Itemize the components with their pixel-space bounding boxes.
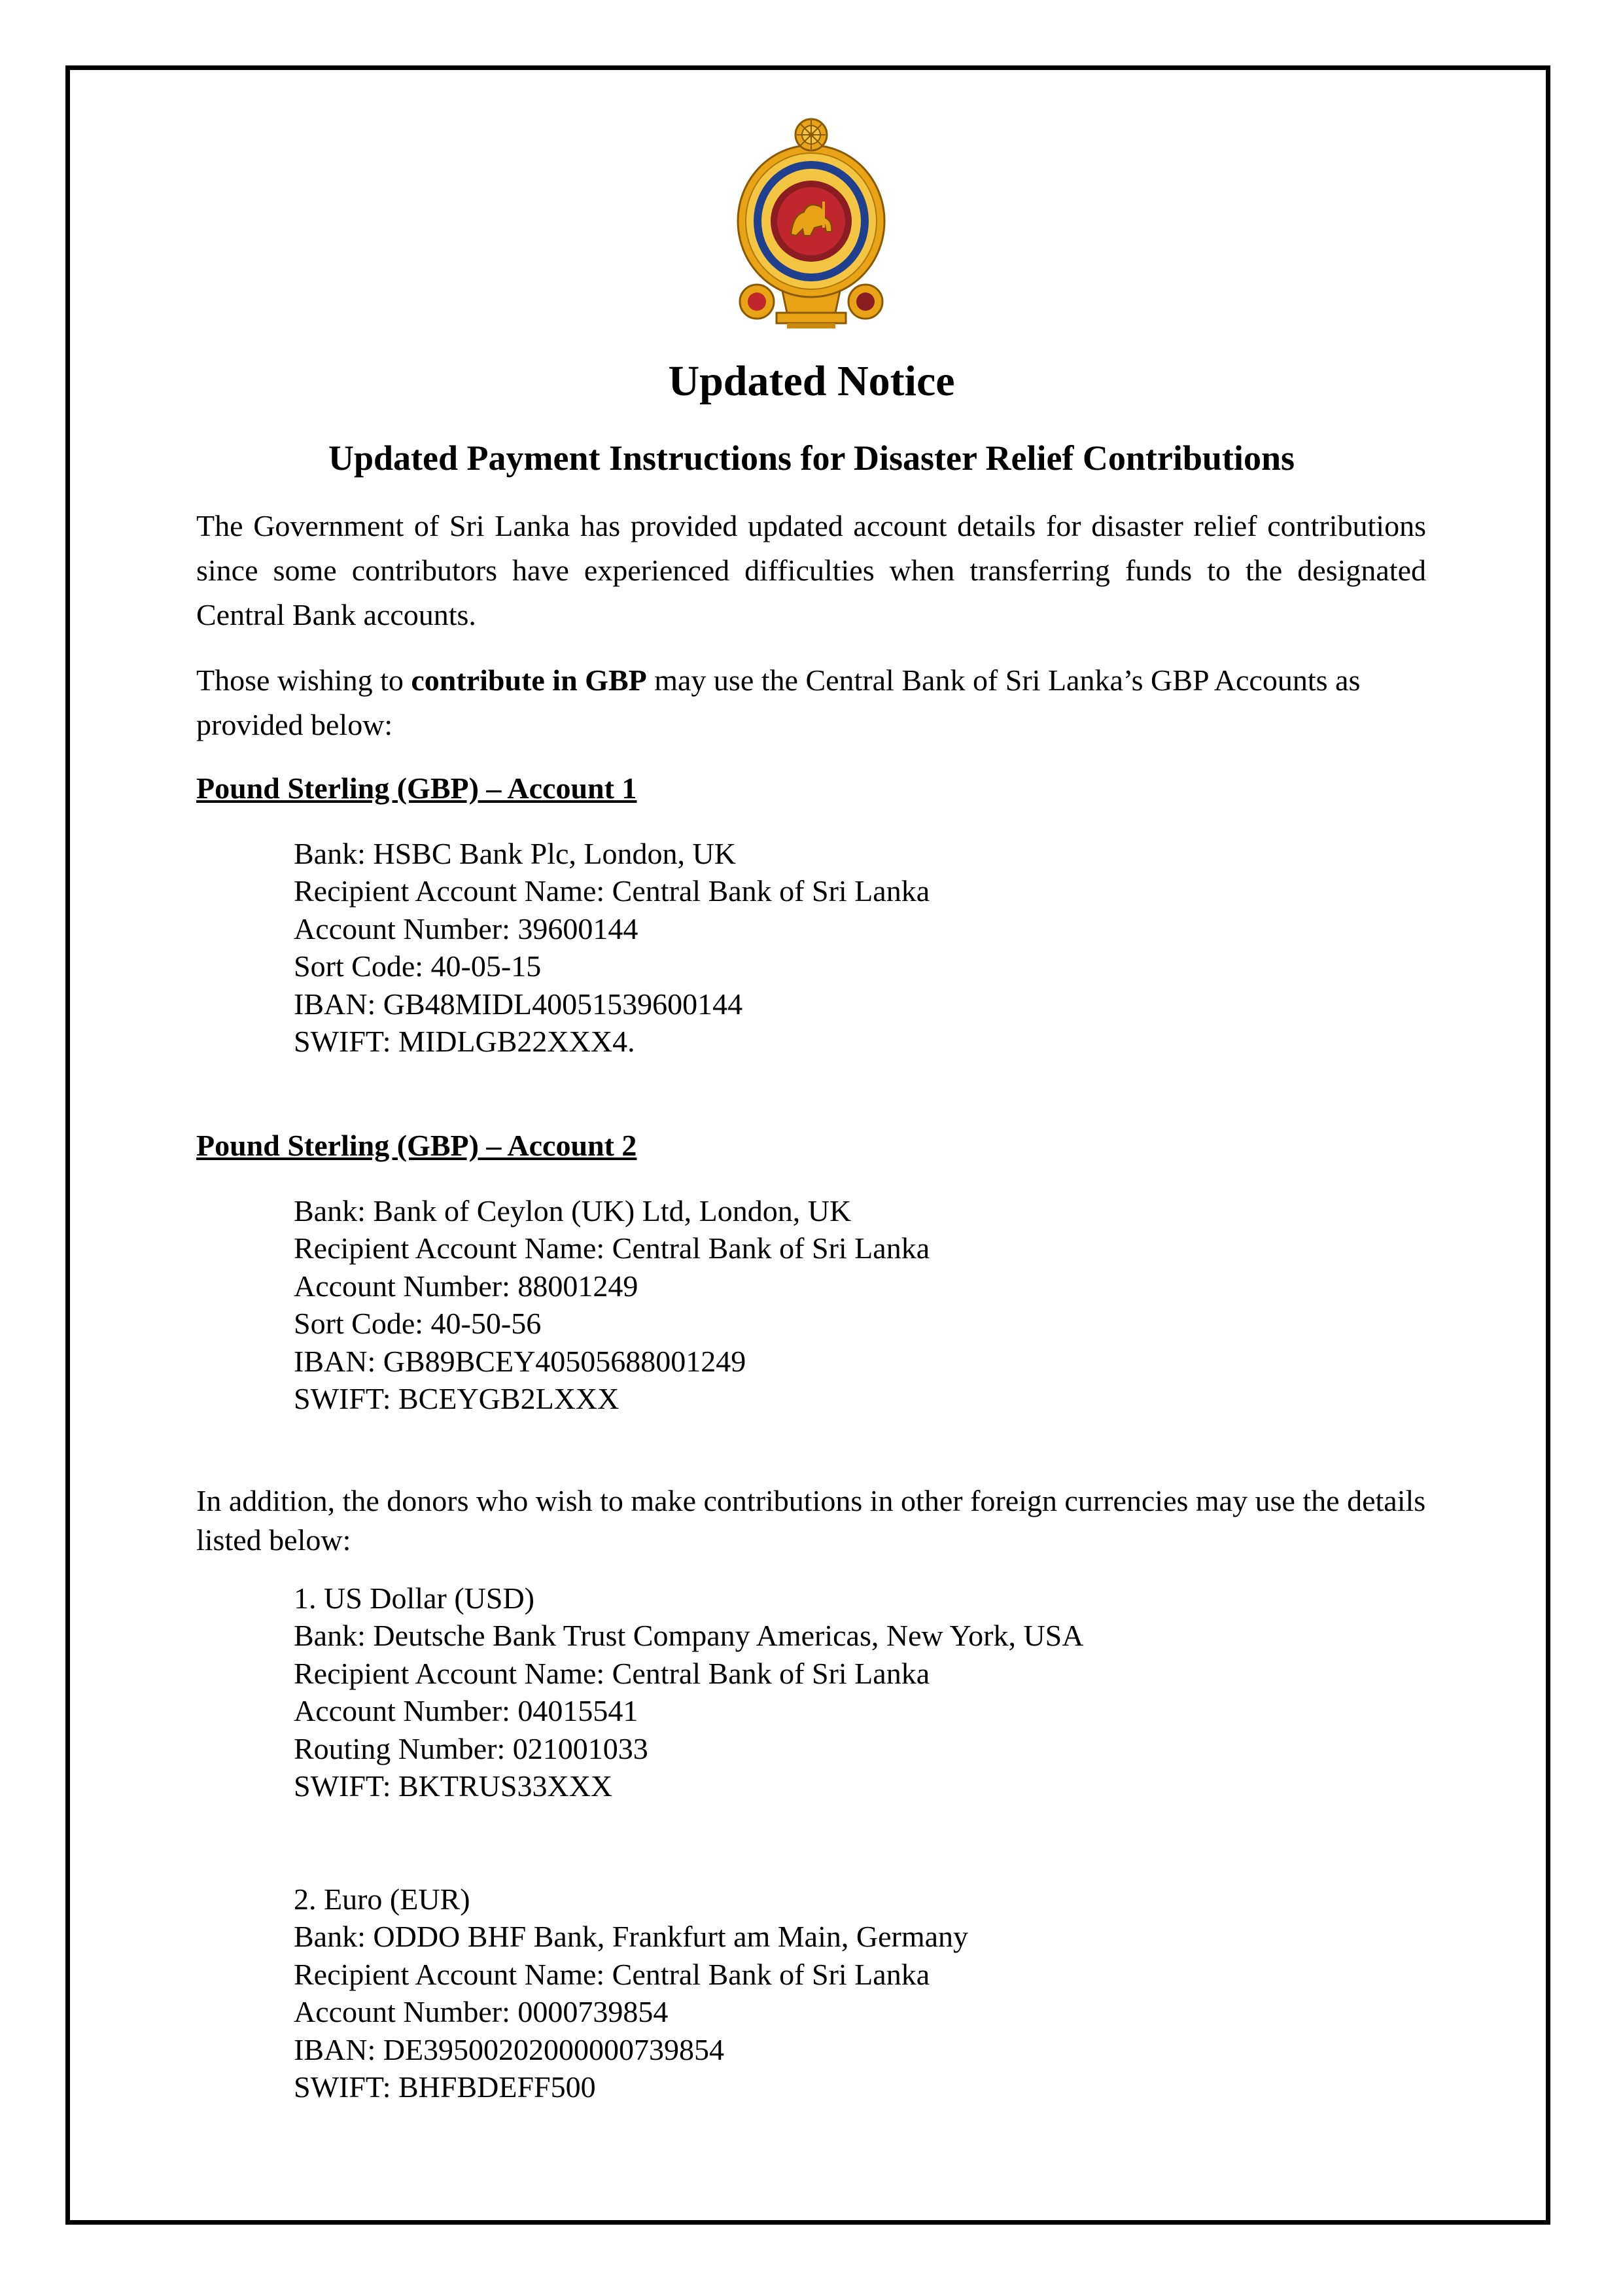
page-subtitle: Updated Payment Instructions for Disaster Relief Contributions xyxy=(328,438,1295,478)
gbp-intro-after: may use the Central Bank of Sri Lanka’s GBP Accounts as provided below: xyxy=(196,663,1361,741)
detail-line: Recipient Account Name: Central Bank of Sri Lanka xyxy=(294,1656,930,1690)
detail-line: 2. Euro (EUR) xyxy=(294,1882,470,1916)
detail-line: SWIFT: BCEYGB2LXXX xyxy=(294,1382,620,1416)
detail-line: 1. US Dollar (USD) xyxy=(294,1581,534,1615)
detail-line: Account Number: 39600144 xyxy=(294,911,638,945)
detail-line: Bank: Bank of Ceylon (UK) Ltd, London, UK xyxy=(294,1194,852,1227)
gbp-account-1-heading: Pound Sterling (GBP) – Account 1 xyxy=(196,771,637,805)
detail-line: Account Number: 88001249 xyxy=(294,1269,638,1303)
gbp-intro-emphasis: contribute in GBP xyxy=(411,663,647,697)
gbp-account-1-details xyxy=(294,835,930,1060)
gbp-account-2-heading: Pound Sterling (GBP) – Account 2 xyxy=(196,1129,637,1162)
detail-line: Bank: Deutsche Bank Trust Company Americas, New York, USA xyxy=(294,1619,1084,1653)
detail-line: Recipient Account Name: Central Bank of Sri Lanka xyxy=(294,1957,930,1991)
detail-line: Recipient Account Name: Central Bank of Sri Lanka xyxy=(294,1231,930,1265)
detail-line: IBAN: DE39500202000000739854 xyxy=(294,2032,725,2066)
gbp-intro-before: Those wishing to xyxy=(196,663,411,697)
page-title: Updated Notice xyxy=(668,357,955,405)
other-currencies-intro: In addition, the donors who wish to make contributions in other foreign currencies may use the details listed below: xyxy=(196,1484,1426,1557)
intro-paragraph: The Government of Sri Lanka has provided updated account details for disaster relief contributions since some contributors have experienced difficulties when transferring funds to the designated Central Bank accounts. xyxy=(196,509,1426,631)
detail-line: Routing Number: 021001033 xyxy=(294,1731,648,1765)
gbp-intro-paragraph xyxy=(196,658,1426,747)
gbp-account-2-details xyxy=(294,1192,930,1417)
detail-line: Sort Code: 40-50-56 xyxy=(294,1307,542,1341)
eur-account-details xyxy=(294,1881,968,2106)
detail-line: Bank: HSBC Bank Plc, London, UK xyxy=(294,837,736,870)
detail-line: Account Number: 0000739854 xyxy=(294,1995,669,2029)
usd-account-details xyxy=(294,1580,1083,1805)
detail-line: IBAN: GB89BCEY40505688001249 xyxy=(294,1344,746,1378)
detail-line: Bank: ODDO BHF Bank, Frankfurt am Main, Germany xyxy=(294,1920,969,1954)
detail-line: Recipient Account Name: Central Bank of Sri Lanka xyxy=(294,874,930,908)
detail-line: Sort Code: 40-05-15 xyxy=(294,949,542,983)
detail-line: SWIFT: MIDLGB22XXX4. xyxy=(294,1025,635,1059)
detail-line: SWIFT: BHFBDEFF500 xyxy=(294,2070,596,2104)
national-emblem-of-sri-lanka-icon xyxy=(731,116,892,330)
detail-line: IBAN: GB48MIDL40051539600144 xyxy=(294,987,743,1021)
detail-line: SWIFT: BKTRUS33XXX xyxy=(294,1769,613,1803)
detail-line: Account Number: 04015541 xyxy=(294,1694,638,1728)
